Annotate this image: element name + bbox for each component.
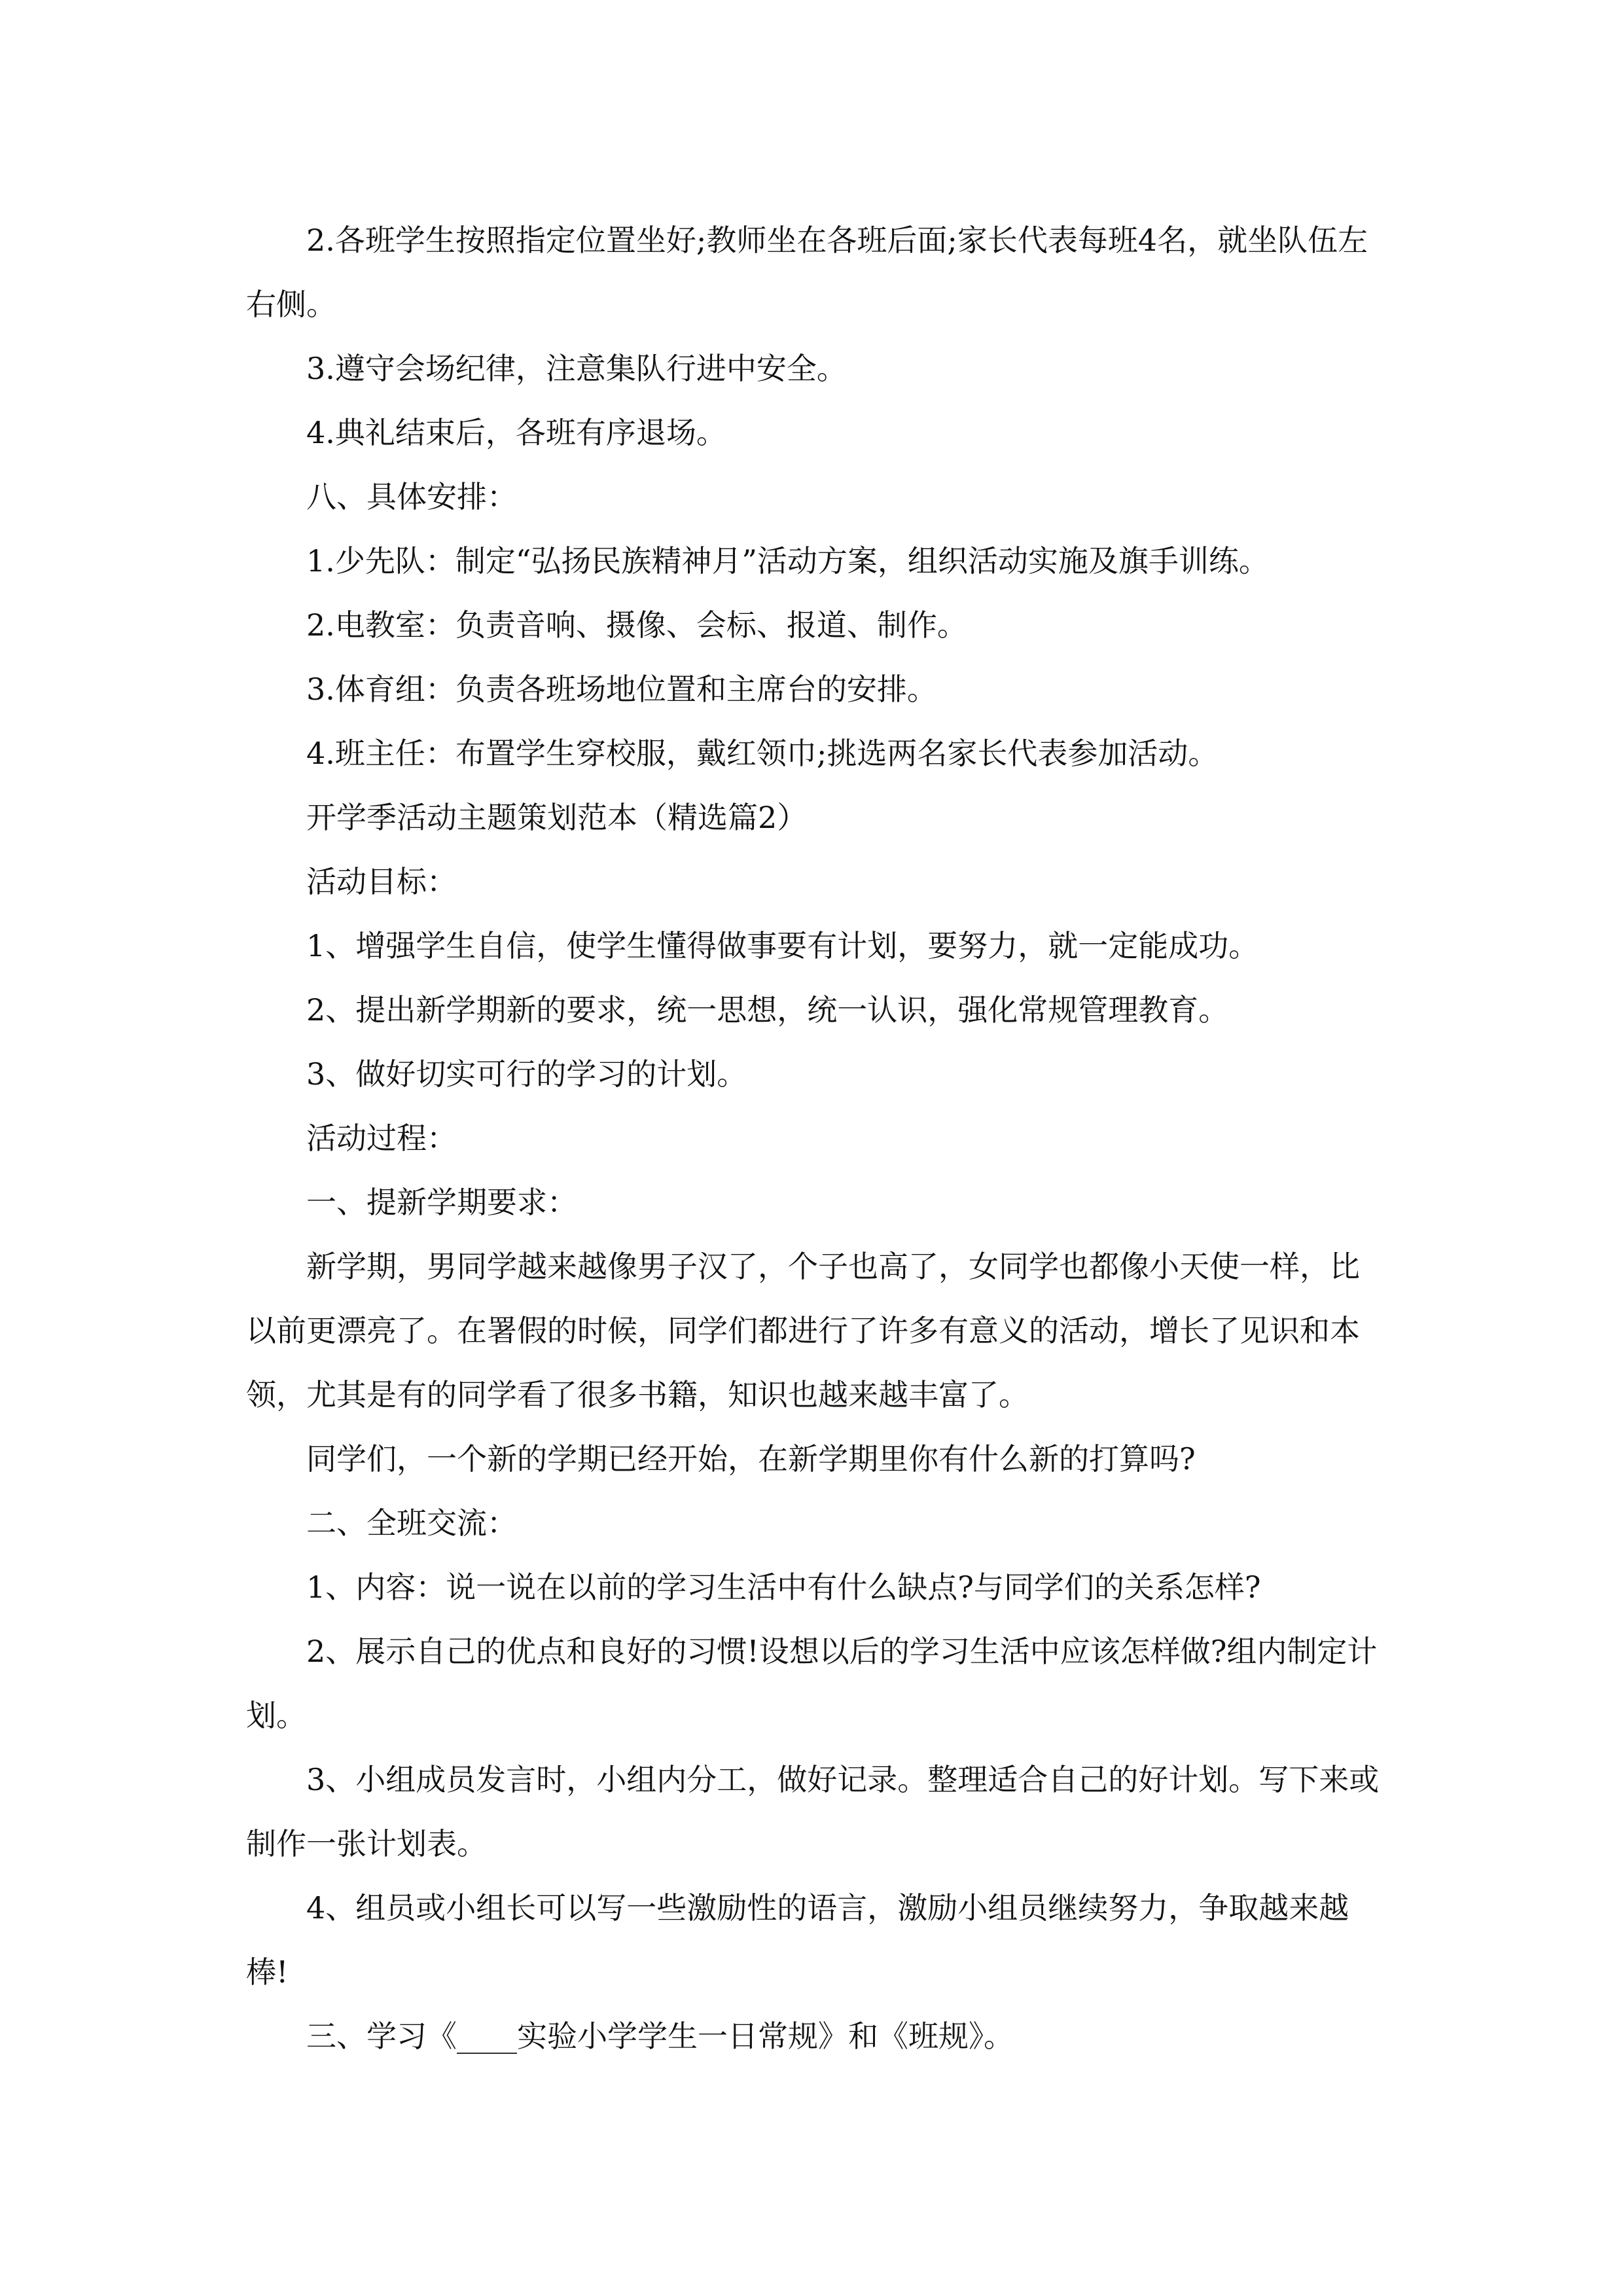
document-body	[246, 208, 1383, 2068]
section-heading-arrangements: 八、具体安排：	[306, 479, 517, 514]
section-heading-requirements: 一、提新学期要求：	[306, 1185, 577, 1220]
goal-item-2: 2、提出新学期新的要求，统一思想，统一认识，强化常规管理教育。	[306, 992, 1229, 1028]
paragraph-question: 同学们，一个新的学期已经开始，在新学期里你有什么新的打算吗?	[306, 1441, 1196, 1477]
exchange-item-4: 4、组员或小组长可以写一些激励性的语言，激励小组员继续努力，争取越来越棒!	[246, 1890, 1349, 1990]
paragraph-pe-group: 3.体育组：负责各班场地位置和主席台的安排。	[306, 672, 937, 707]
paragraph-class-teacher: 4.班主任：布置学生穿校服，戴红领巾;挑选两名家长代表参加活动。	[306, 736, 1219, 771]
exchange-item-3: 3、小组成员发言时，小组内分工，做好记录。整理适合自己的好计划。写下来或制作一张计划表。	[246, 1762, 1380, 1861]
section-heading-study-rules: 三、学习《____实验小学学生一日常规》和《班规》。	[306, 2018, 1014, 2054]
heading-activity-goals: 活动目标：	[306, 864, 457, 899]
exchange-item-1: 1、内容：说一说在以前的学习生活中有什么缺点?与同学们的关系怎样?	[306, 1570, 1261, 1605]
paragraph-new-semester: 新学期，男同学越来越像男子汉了，个子也高了，女同学也都像小天使一样，比以前更漂亮了。在署假的时候，同学们都进行了许多有意义的活动，增长了见识和本领，尤其是有的同学看了很多书籍，知识也越来越丰富了。	[246, 1249, 1360, 1412]
exchange-item-2: 2、展示自己的优点和良好的习惯!设想以后的学习生活中应该怎样做?组内制定计划。	[246, 1634, 1378, 1733]
heading-activity-process: 活动过程：	[306, 1121, 457, 1156]
paragraph-av-room: 2.电教室：负责音响、摄像、会标、报道、制作。	[306, 607, 967, 643]
section-heading-exchange: 二、全班交流：	[306, 1505, 517, 1541]
article-title: 开学季活动主题策划范本（精选篇2）	[306, 800, 808, 835]
paragraph-seating: 2.各班学生按照指定位置坐好;教师坐在各班后面;家长代表每班4名，就坐队伍左右侧。	[246, 223, 1368, 322]
paragraph-young-pioneers: 1.少先队：制定“弘扬民族精神月”活动方案，组织活动实施及旗手训练。	[306, 543, 1269, 579]
goal-item-1: 1、增强学生自信，使学生懂得做事要有计划，要努力，就一定能成功。	[306, 928, 1259, 963]
goal-item-3: 3、做好切实可行的学习的计划。	[306, 1056, 747, 1092]
paragraph-exit: 4.典礼结束后，各班有序退场。	[306, 415, 726, 450]
paragraph-discipline: 3.遵守会场纪律，注意集队行进中安全。	[306, 351, 847, 386]
